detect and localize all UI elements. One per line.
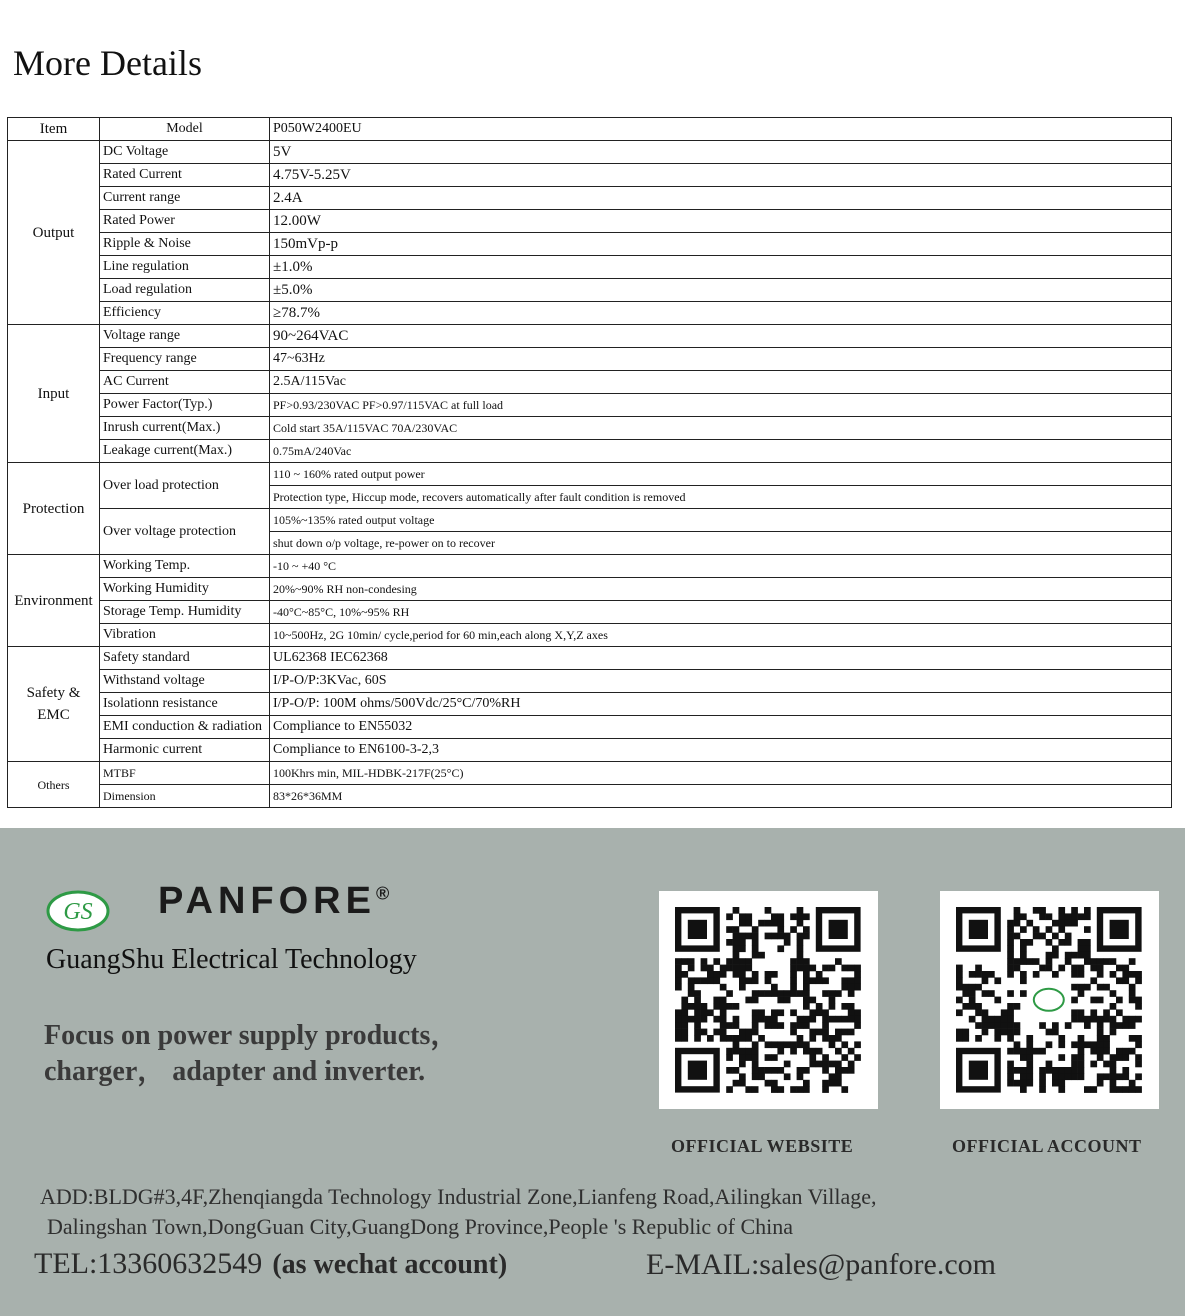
value-cell: 0.75mA/240Vac (270, 440, 1172, 463)
table-row (8, 785, 1172, 808)
table-row (8, 555, 1172, 578)
official-website-label: OFFICIAL WEBSITE (671, 1136, 854, 1156)
brand-name: PANFORE® (158, 880, 390, 922)
param-cell: Leakage current(Max.) (100, 440, 270, 463)
value-cell: 150mVp-p (270, 233, 1172, 256)
table-row (8, 371, 1172, 394)
param-cell: Efficiency (100, 302, 270, 325)
value-cell: I/P-O/P: 100M ohms/500Vdc/25°C/70%RH (270, 693, 1172, 716)
table-row (8, 417, 1172, 440)
param-cell: Power Factor(Typ.) (100, 394, 270, 417)
value-cell: Compliance to EN55032 (270, 716, 1172, 739)
group-cell: Output (8, 141, 100, 325)
table-row (8, 693, 1172, 716)
guangshu-logo-icon (46, 886, 110, 932)
table-row (8, 578, 1172, 601)
company-name: GuangShu Electrical Technology (46, 944, 417, 975)
param-cell: DC Voltage (100, 141, 270, 164)
table-row (8, 325, 1172, 348)
telephone: TEL:13360632549 (as wechat account) (34, 1247, 508, 1280)
table-row (8, 601, 1172, 624)
value-cell: 90~264VAC (270, 325, 1172, 348)
table-row (8, 164, 1172, 187)
param-cell: Frequency range (100, 348, 270, 371)
value-cell: Cold start 35A/115VAC 70A/230VAC (270, 417, 1172, 440)
top-cropped-banner (0, 0, 1185, 46)
param-cell: Over load protection (100, 463, 270, 509)
value-cell: 4.75V-5.25V (270, 164, 1172, 187)
param-cell: Ripple & Noise (100, 233, 270, 256)
param-cell: Voltage range (100, 325, 270, 348)
table-row (8, 394, 1172, 417)
page-title: More Details (13, 43, 202, 83)
value-cell: shut down o/p voltage, re-power on to recover (270, 532, 1172, 555)
group-cell: Others (8, 762, 100, 808)
param-cell: Rated Current (100, 164, 270, 187)
param-cell: Load regulation (100, 279, 270, 302)
group-cell: Safety & EMC (8, 647, 100, 762)
value-cell: 12.00W (270, 210, 1172, 233)
group-cell: Protection (8, 463, 100, 555)
param-cell: AC Current (100, 371, 270, 394)
param-cell: Inrush current(Max.) (100, 417, 270, 440)
table-row (8, 670, 1172, 693)
group-cell: Environment (8, 555, 100, 647)
value-cell: I/P-O/P:3KVac, 60S (270, 670, 1172, 693)
item-header: Item (8, 118, 100, 141)
group-cell: Input (8, 325, 100, 463)
table-row (8, 624, 1172, 647)
value-cell: Protection type, Hiccup mode, recovers automatically after fault condition is removed (270, 486, 1172, 509)
value-cell: 2.5A/115Vac (270, 371, 1172, 394)
email: E-MAIL:sales@panfore.com (646, 1248, 997, 1281)
model-label: Model (100, 118, 270, 141)
param-cell: Over voltage protection (100, 509, 270, 555)
value-cell: PF>0.93/230VAC PF>0.97/115VAC at full load (270, 394, 1172, 417)
table-row (8, 256, 1172, 279)
table-row (8, 762, 1172, 785)
official-account-label: OFFICIAL ACCOUNT (952, 1136, 1142, 1156)
value-cell: ±1.0% (270, 256, 1172, 279)
param-cell: Storage Temp. Humidity (100, 601, 270, 624)
param-cell: MTBF (100, 762, 270, 785)
table-row (8, 647, 1172, 670)
account-qr-code[interactable] (940, 891, 1159, 1109)
spec-table (7, 117, 1172, 808)
address: ADD:BLDG#3,4F,Zhenqiangda Technology Industrial Zone,Lianfeng Road,Ailingkan Village, Dalingshan Town,DongGuan City,GuangDong Province,People 's Republic of China (40, 1184, 877, 1239)
param-cell: Withstand voltage (100, 670, 270, 693)
slogan: Focus on power supply products， charger， adapter and inverter. (44, 1020, 459, 1087)
table-row (8, 187, 1172, 210)
value-cell: 20%~90% RH non-condesing (270, 578, 1172, 601)
param-cell: Rated Power (100, 210, 270, 233)
table-header-row (8, 118, 1172, 141)
param-cell: Working Temp. (100, 555, 270, 578)
table-row (8, 348, 1172, 371)
table-row (8, 716, 1172, 739)
svg-text:GS: GS (63, 899, 93, 925)
value-cell: 10~500Hz, 2G 10min/ cycle,period for 60 min,each along X,Y,Z axes (270, 624, 1172, 647)
table-row (8, 302, 1172, 325)
param-cell: Dimension (100, 785, 270, 808)
value-cell: 5V (270, 141, 1172, 164)
table-row (8, 141, 1172, 164)
param-cell: Line regulation (100, 256, 270, 279)
model-value: P050W2400EU (270, 118, 1172, 141)
param-cell: Current range (100, 187, 270, 210)
table-row (8, 210, 1172, 233)
table-row (8, 463, 1172, 486)
param-cell: Vibration (100, 624, 270, 647)
value-cell: 110 ~ 160% rated output power (270, 463, 1172, 486)
value-cell: 100Khrs min, MIL-HDBK-217F(25°C) (270, 762, 1172, 785)
param-cell: Working Humidity (100, 578, 270, 601)
value-cell: Compliance to EN6100-3-2,3 (270, 739, 1172, 762)
table-row (8, 233, 1172, 256)
value-cell: -10 ~ +40 °C (270, 555, 1172, 578)
table-row (8, 739, 1172, 762)
value-cell: -40°C~85°C, 10%~95% RH (270, 601, 1172, 624)
value-cell: UL62368 IEC62368 (270, 647, 1172, 670)
value-cell: 47~63Hz (270, 348, 1172, 371)
table-row (8, 279, 1172, 302)
value-cell: ±5.0% (270, 279, 1172, 302)
table-row (8, 509, 1172, 532)
param-cell: Safety standard (100, 647, 270, 670)
param-cell: Harmonic current (100, 739, 270, 762)
website-qr-code[interactable] (659, 891, 878, 1109)
value-cell: 2.4A (270, 187, 1172, 210)
value-cell: ≥78.7% (270, 302, 1172, 325)
param-cell: EMI conduction & radiation (100, 716, 270, 739)
param-cell: Isolationn resistance (100, 693, 270, 716)
value-cell: 105%~135% rated output voltage (270, 509, 1172, 532)
value-cell: 83*26*36MM (270, 785, 1172, 808)
table-row (8, 440, 1172, 463)
